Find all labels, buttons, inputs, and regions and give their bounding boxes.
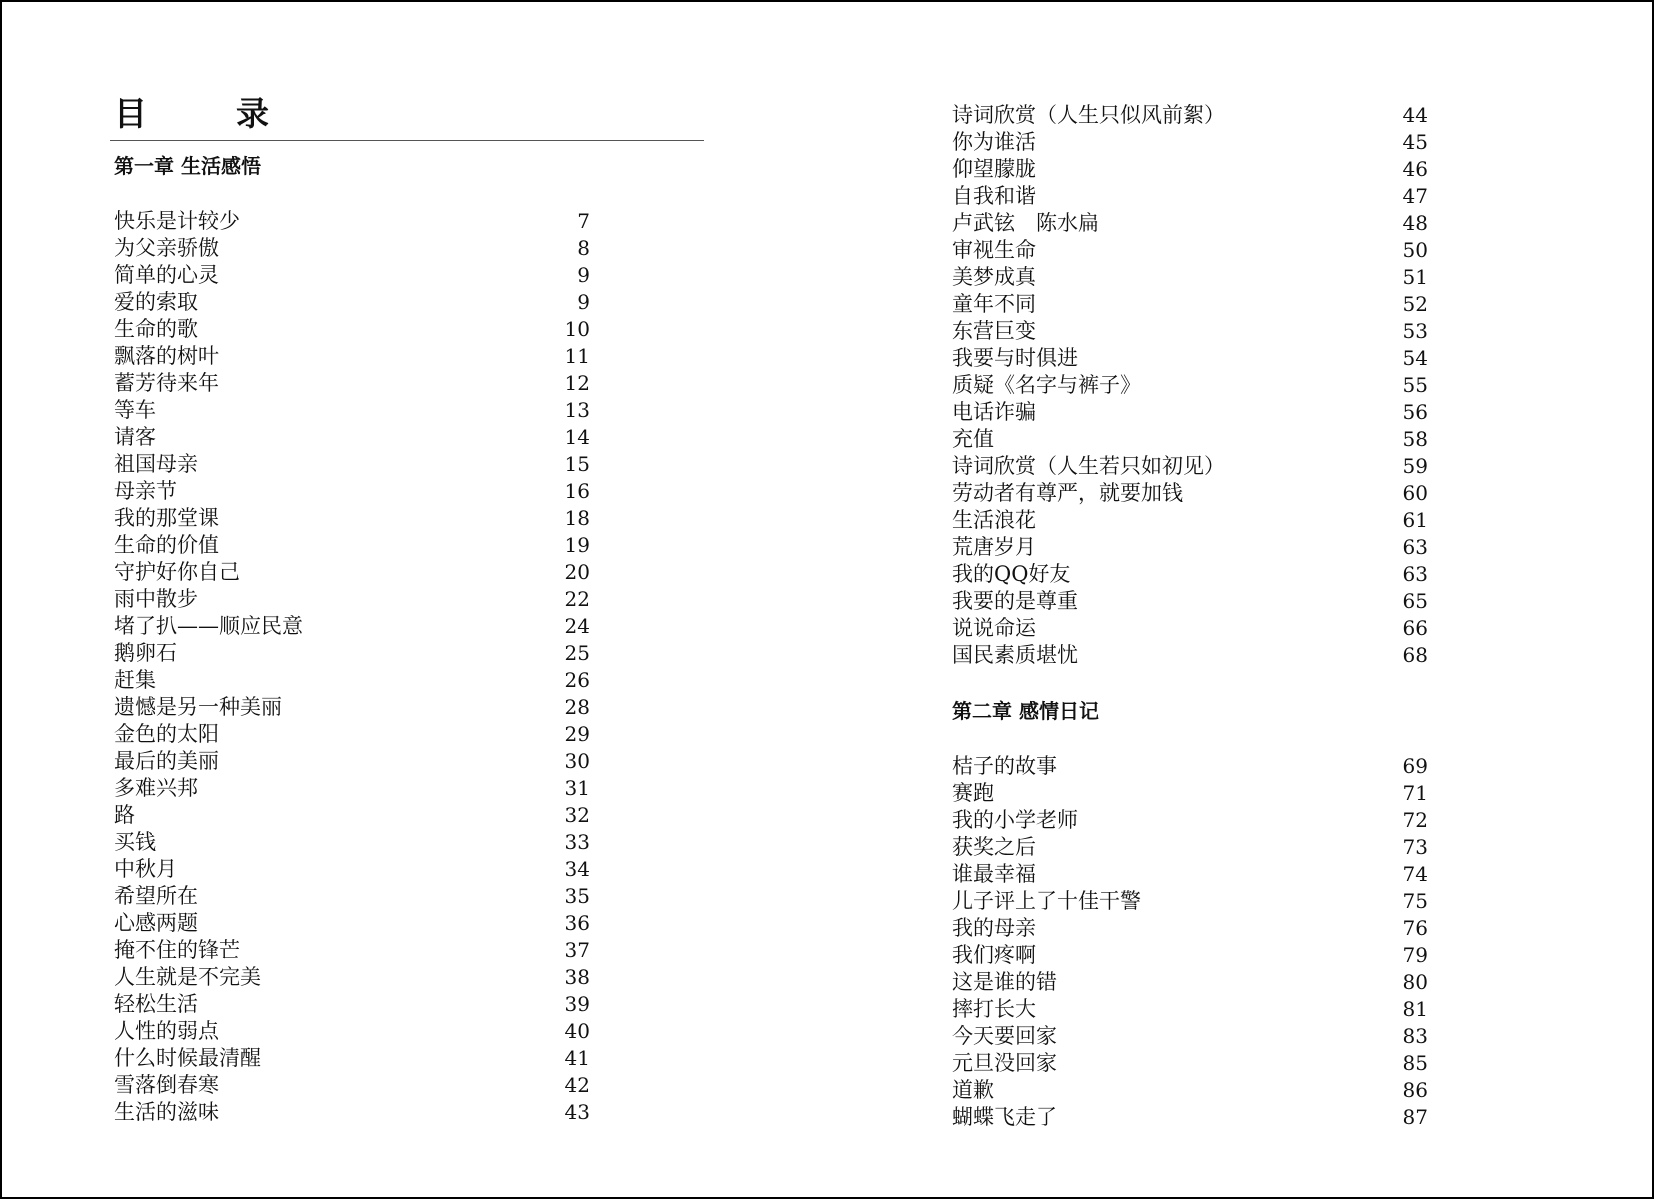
toc-entry bbox=[952, 1104, 1428, 1131]
toc-entry-page-number: 74 bbox=[1402, 862, 1428, 886]
toc-entry bbox=[114, 991, 590, 1018]
chapter-1-heading: 第一章 生活感悟 bbox=[114, 154, 261, 178]
toc-entry-title: 获奖之后 bbox=[952, 835, 1036, 859]
toc-entry-page-number: 32 bbox=[564, 803, 590, 827]
toc-entry bbox=[952, 399, 1428, 426]
toc-entry bbox=[952, 969, 1428, 996]
toc-entry bbox=[952, 453, 1428, 480]
toc-entry-page-number: 48 bbox=[1402, 211, 1428, 235]
page-title: 目 录 bbox=[114, 94, 297, 133]
toc-entry bbox=[952, 642, 1428, 669]
toc-entry-page-number: 43 bbox=[564, 1100, 590, 1124]
toc-entry bbox=[952, 318, 1428, 345]
toc-entry-title: 国民素质堪忧 bbox=[952, 643, 1078, 667]
toc-entry-page-number: 40 bbox=[564, 1019, 590, 1043]
toc-entry bbox=[952, 588, 1428, 615]
toc-entry-page-number: 11 bbox=[564, 344, 590, 368]
toc-entry-title: 我要与时俱进 bbox=[952, 346, 1078, 370]
toc-entry-page-number: 9 bbox=[577, 263, 590, 287]
toc-entry bbox=[114, 1018, 590, 1045]
toc-entry bbox=[952, 345, 1428, 372]
toc-entry bbox=[114, 586, 590, 613]
toc-entry-page-number: 69 bbox=[1402, 754, 1428, 778]
toc-entry-title: 摔打长大 bbox=[952, 997, 1036, 1021]
toc-entry-title: 质疑《名字与裤子》 bbox=[952, 373, 1141, 397]
toc-entry-title: 我的小学老师 bbox=[952, 808, 1078, 832]
toc-entry bbox=[952, 534, 1428, 561]
toc-entry bbox=[114, 775, 590, 802]
toc-entry-page-number: 54 bbox=[1402, 346, 1428, 370]
toc-entry bbox=[952, 264, 1428, 291]
toc-entry-page-number: 36 bbox=[564, 911, 590, 935]
toc-entry-page-number: 37 bbox=[564, 938, 590, 962]
toc-entry-page-number: 12 bbox=[564, 371, 590, 395]
toc-entry-title: 路 bbox=[114, 803, 135, 827]
toc-entry-title: 请客 bbox=[114, 425, 156, 449]
toc-entry bbox=[952, 507, 1428, 534]
toc-entry bbox=[114, 937, 590, 964]
toc-entry bbox=[952, 615, 1428, 642]
toc-entry bbox=[952, 237, 1428, 264]
toc-entry-page-number: 29 bbox=[564, 722, 590, 746]
toc-entry-title: 我要的是尊重 bbox=[952, 589, 1078, 613]
toc-entry-title: 卢武铉 陈水扁 bbox=[952, 211, 1099, 235]
toc-entry-page-number: 18 bbox=[564, 506, 590, 530]
toc-entry-title: 审视生命 bbox=[952, 238, 1036, 262]
toc-entry-title: 蓄芳待来年 bbox=[114, 371, 219, 395]
toc-entry-title: 简单的心灵 bbox=[114, 263, 219, 287]
toc-entry-title: 守护好你自己 bbox=[114, 560, 240, 584]
toc-entry-page-number: 63 bbox=[1402, 562, 1428, 586]
toc-entry-title: 生活的滋味 bbox=[114, 1100, 219, 1124]
chapter-2-entry-list bbox=[952, 753, 1428, 1131]
toc-entry-title: 元旦没回家 bbox=[952, 1051, 1057, 1075]
toc-entry-title: 今天要回家 bbox=[952, 1024, 1057, 1048]
toc-entry-title: 生活浪花 bbox=[952, 508, 1036, 532]
chapter-1-continued-entry-list bbox=[952, 102, 1428, 669]
toc-entry-page-number: 44 bbox=[1402, 103, 1428, 127]
toc-entry-page-number: 35 bbox=[564, 884, 590, 908]
toc-entry-page-number: 24 bbox=[564, 614, 590, 638]
toc-entry-page-number: 72 bbox=[1402, 808, 1428, 832]
toc-entry-page-number: 25 bbox=[564, 641, 590, 665]
toc-entry bbox=[952, 753, 1428, 780]
toc-entry-page-number: 8 bbox=[577, 236, 590, 260]
toc-entry-title: 金色的太阳 bbox=[114, 722, 219, 746]
toc-entry bbox=[114, 829, 590, 856]
toc-entry bbox=[114, 748, 590, 775]
toc-entry-page-number: 50 bbox=[1402, 238, 1428, 262]
toc-entry-page-number: 76 bbox=[1402, 916, 1428, 940]
toc-entry-page-number: 45 bbox=[1402, 130, 1428, 154]
toc-entry-page-number: 85 bbox=[1402, 1051, 1428, 1075]
toc-entry-page-number: 14 bbox=[564, 425, 590, 449]
toc-entry bbox=[952, 834, 1428, 861]
toc-entry bbox=[114, 478, 590, 505]
toc-entry bbox=[952, 372, 1428, 399]
toc-entry bbox=[952, 996, 1428, 1023]
toc-entry-page-number: 58 bbox=[1402, 427, 1428, 451]
toc-entry bbox=[114, 802, 590, 829]
toc-entry-title: 东营巨变 bbox=[952, 319, 1036, 343]
toc-entry bbox=[114, 424, 590, 451]
toc-entry-title: 祖国母亲 bbox=[114, 452, 198, 476]
toc-entry-title: 你为谁活 bbox=[952, 130, 1036, 154]
toc-entry-page-number: 7 bbox=[577, 209, 590, 233]
toc-entry-title: 人生就是不完美 bbox=[114, 965, 261, 989]
toc-entry bbox=[114, 235, 590, 262]
toc-entry bbox=[114, 343, 590, 370]
toc-entry-page-number: 22 bbox=[564, 587, 590, 611]
toc-entry bbox=[952, 1023, 1428, 1050]
toc-entry-title: 飘落的树叶 bbox=[114, 344, 219, 368]
toc-entry-title: 心感两题 bbox=[114, 911, 198, 935]
toc-entry-page-number: 9 bbox=[577, 290, 590, 314]
toc-entry-page-number: 83 bbox=[1402, 1024, 1428, 1048]
toc-entry-page-number: 65 bbox=[1402, 589, 1428, 613]
toc-entry-page-number: 20 bbox=[564, 560, 590, 584]
toc-entry-title: 道歉 bbox=[952, 1078, 994, 1102]
toc-entry-page-number: 41 bbox=[564, 1046, 590, 1070]
toc-entry-page-number: 52 bbox=[1402, 292, 1428, 316]
title-divider bbox=[110, 140, 704, 141]
toc-entry-page-number: 26 bbox=[564, 668, 590, 692]
toc-entry-page-number: 38 bbox=[564, 965, 590, 989]
toc-entry-page-number: 53 bbox=[1402, 319, 1428, 343]
toc-entry bbox=[952, 780, 1428, 807]
toc-entry-page-number: 75 bbox=[1402, 889, 1428, 913]
toc-entry-page-number: 51 bbox=[1402, 265, 1428, 289]
toc-entry bbox=[952, 861, 1428, 888]
toc-entry-title: 美梦成真 bbox=[952, 265, 1036, 289]
toc-entry-title: 电话诈骗 bbox=[952, 400, 1036, 424]
toc-entry-title: 中秋月 bbox=[114, 857, 177, 881]
toc-entry-title: 母亲节 bbox=[114, 479, 177, 503]
toc-entry-title: 生命的歌 bbox=[114, 317, 198, 341]
toc-entry-title: 充值 bbox=[952, 427, 994, 451]
toc-entry bbox=[952, 129, 1428, 156]
toc-entry bbox=[114, 397, 590, 424]
toc-entry-title: 这是谁的错 bbox=[952, 970, 1057, 994]
toc-entry-title: 荒唐岁月 bbox=[952, 535, 1036, 559]
toc-entry-title: 雨中散步 bbox=[114, 587, 198, 611]
toc-entry bbox=[114, 1072, 590, 1099]
toc-entry-title: 快乐是计较少 bbox=[114, 209, 240, 233]
toc-entry bbox=[952, 291, 1428, 318]
toc-entry-title: 希望所在 bbox=[114, 884, 198, 908]
toc-entry bbox=[952, 915, 1428, 942]
toc-entry-page-number: 10 bbox=[564, 317, 590, 341]
toc-entry-page-number: 19 bbox=[564, 533, 590, 557]
toc-entry bbox=[114, 964, 590, 991]
toc-entry-page-number: 34 bbox=[564, 857, 590, 881]
toc-entry-title: 为父亲骄傲 bbox=[114, 236, 219, 260]
toc-entry-title: 鹅卵石 bbox=[114, 641, 177, 665]
toc-entry bbox=[952, 807, 1428, 834]
toc-entry-title: 赛跑 bbox=[952, 781, 994, 805]
toc-entry bbox=[114, 640, 590, 667]
toc-entry bbox=[952, 210, 1428, 237]
toc-entry-title: 诗词欣赏（人生只似风前絮） bbox=[952, 103, 1225, 127]
toc-entry bbox=[114, 559, 590, 586]
toc-entry bbox=[952, 183, 1428, 210]
toc-entry-page-number: 66 bbox=[1402, 616, 1428, 640]
toc-entry-title: 等车 bbox=[114, 398, 156, 422]
toc-entry-title: 我的母亲 bbox=[952, 916, 1036, 940]
toc-entry-page-number: 60 bbox=[1402, 481, 1428, 505]
chapter-2-heading: 第二章 感情日记 bbox=[952, 699, 1099, 723]
toc-entry bbox=[952, 1077, 1428, 1104]
toc-entry-title: 掩不住的锋芒 bbox=[114, 938, 240, 962]
toc-entry-title: 桔子的故事 bbox=[952, 754, 1057, 778]
toc-entry-title: 童年不同 bbox=[952, 292, 1036, 316]
toc-entry bbox=[952, 480, 1428, 507]
toc-entry-page-number: 30 bbox=[564, 749, 590, 773]
toc-entry-page-number: 61 bbox=[1402, 508, 1428, 532]
toc-entry-page-number: 28 bbox=[564, 695, 590, 719]
toc-entry-title: 仰望朦胧 bbox=[952, 157, 1036, 181]
toc-entry-title: 什么时候最清醒 bbox=[114, 1046, 261, 1070]
toc-entry bbox=[952, 156, 1428, 183]
toc-entry-page-number: 56 bbox=[1402, 400, 1428, 424]
toc-entry-page-number: 81 bbox=[1402, 997, 1428, 1021]
toc-entry-title: 我的QQ好友 bbox=[952, 562, 1071, 586]
toc-entry-page-number: 13 bbox=[564, 398, 590, 422]
toc-entry-page-number: 15 bbox=[564, 452, 590, 476]
toc-entry-page-number: 55 bbox=[1402, 373, 1428, 397]
toc-entry-title: 多难兴邦 bbox=[114, 776, 198, 800]
toc-entry bbox=[952, 561, 1428, 588]
toc-entry-title: 生命的价值 bbox=[114, 533, 219, 557]
toc-entry-title: 遗憾是另一种美丽 bbox=[114, 695, 282, 719]
toc-entry-page-number: 42 bbox=[564, 1073, 590, 1097]
toc-entry-title: 劳动者有尊严，就要加钱 bbox=[952, 481, 1183, 505]
toc-entry bbox=[952, 426, 1428, 453]
toc-entry-page-number: 80 bbox=[1402, 970, 1428, 994]
toc-entry-page-number: 68 bbox=[1402, 643, 1428, 667]
toc-entry-title: 最后的美丽 bbox=[114, 749, 219, 773]
toc-entry-page-number: 39 bbox=[564, 992, 590, 1016]
toc-entry bbox=[114, 856, 590, 883]
toc-entry-page-number: 86 bbox=[1402, 1078, 1428, 1102]
toc-entry bbox=[114, 667, 590, 694]
toc-entry bbox=[114, 370, 590, 397]
toc-entry bbox=[114, 1099, 590, 1126]
toc-entry-page-number: 59 bbox=[1402, 454, 1428, 478]
toc-entry bbox=[114, 694, 590, 721]
toc-entry bbox=[114, 910, 590, 937]
toc-entry bbox=[952, 102, 1428, 129]
toc-entry-page-number: 31 bbox=[564, 776, 590, 800]
toc-entry bbox=[952, 942, 1428, 969]
toc-entry bbox=[114, 613, 590, 640]
toc-entry-title: 爱的索取 bbox=[114, 290, 198, 314]
toc-entry-page-number: 63 bbox=[1402, 535, 1428, 559]
toc-entry-page-number: 71 bbox=[1402, 781, 1428, 805]
toc-entry-title: 说说命运 bbox=[952, 616, 1036, 640]
toc-entry-title: 自我和谐 bbox=[952, 184, 1036, 208]
toc-entry bbox=[114, 208, 590, 235]
toc-entry bbox=[114, 532, 590, 559]
toc-entry-title: 人性的弱点 bbox=[114, 1019, 219, 1043]
toc-entry bbox=[114, 1045, 590, 1072]
toc-entry bbox=[952, 888, 1428, 915]
toc-entry bbox=[114, 883, 590, 910]
toc-entry-title: 我的那堂课 bbox=[114, 506, 219, 530]
toc-entry-page-number: 73 bbox=[1402, 835, 1428, 859]
toc-entry-page-number: 47 bbox=[1402, 184, 1428, 208]
toc-entry bbox=[114, 451, 590, 478]
toc-entry bbox=[114, 505, 590, 532]
toc-entry-title: 赶集 bbox=[114, 668, 156, 692]
toc-entry-page-number: 16 bbox=[564, 479, 590, 503]
toc-entry bbox=[114, 316, 590, 343]
toc-entry bbox=[114, 289, 590, 316]
toc-entry-title: 我们疼啊 bbox=[952, 943, 1036, 967]
toc-entry-page-number: 79 bbox=[1402, 943, 1428, 967]
toc-entry-page-number: 87 bbox=[1402, 1105, 1428, 1129]
toc-entry-title: 儿子评上了十佳干警 bbox=[952, 889, 1141, 913]
chapter-1-entry-list bbox=[114, 208, 590, 1126]
toc-entry-title: 雪落倒春寒 bbox=[114, 1073, 219, 1097]
toc-entry bbox=[952, 1050, 1428, 1077]
toc-entry bbox=[114, 721, 590, 748]
toc-entry-title: 堵了扒——顺应民意 bbox=[114, 614, 303, 638]
toc-entry-page-number: 46 bbox=[1402, 157, 1428, 181]
toc-entry-title: 买钱 bbox=[114, 830, 156, 854]
toc-entry-title: 蝴蝶飞走了 bbox=[952, 1105, 1057, 1129]
toc-entry-title: 轻松生活 bbox=[114, 992, 198, 1016]
toc-entry-page-number: 33 bbox=[564, 830, 590, 854]
toc-entry-title: 谁最幸福 bbox=[952, 862, 1036, 886]
toc-entry bbox=[114, 262, 590, 289]
toc-entry-title: 诗词欣赏（人生若只如初见） bbox=[952, 454, 1225, 478]
